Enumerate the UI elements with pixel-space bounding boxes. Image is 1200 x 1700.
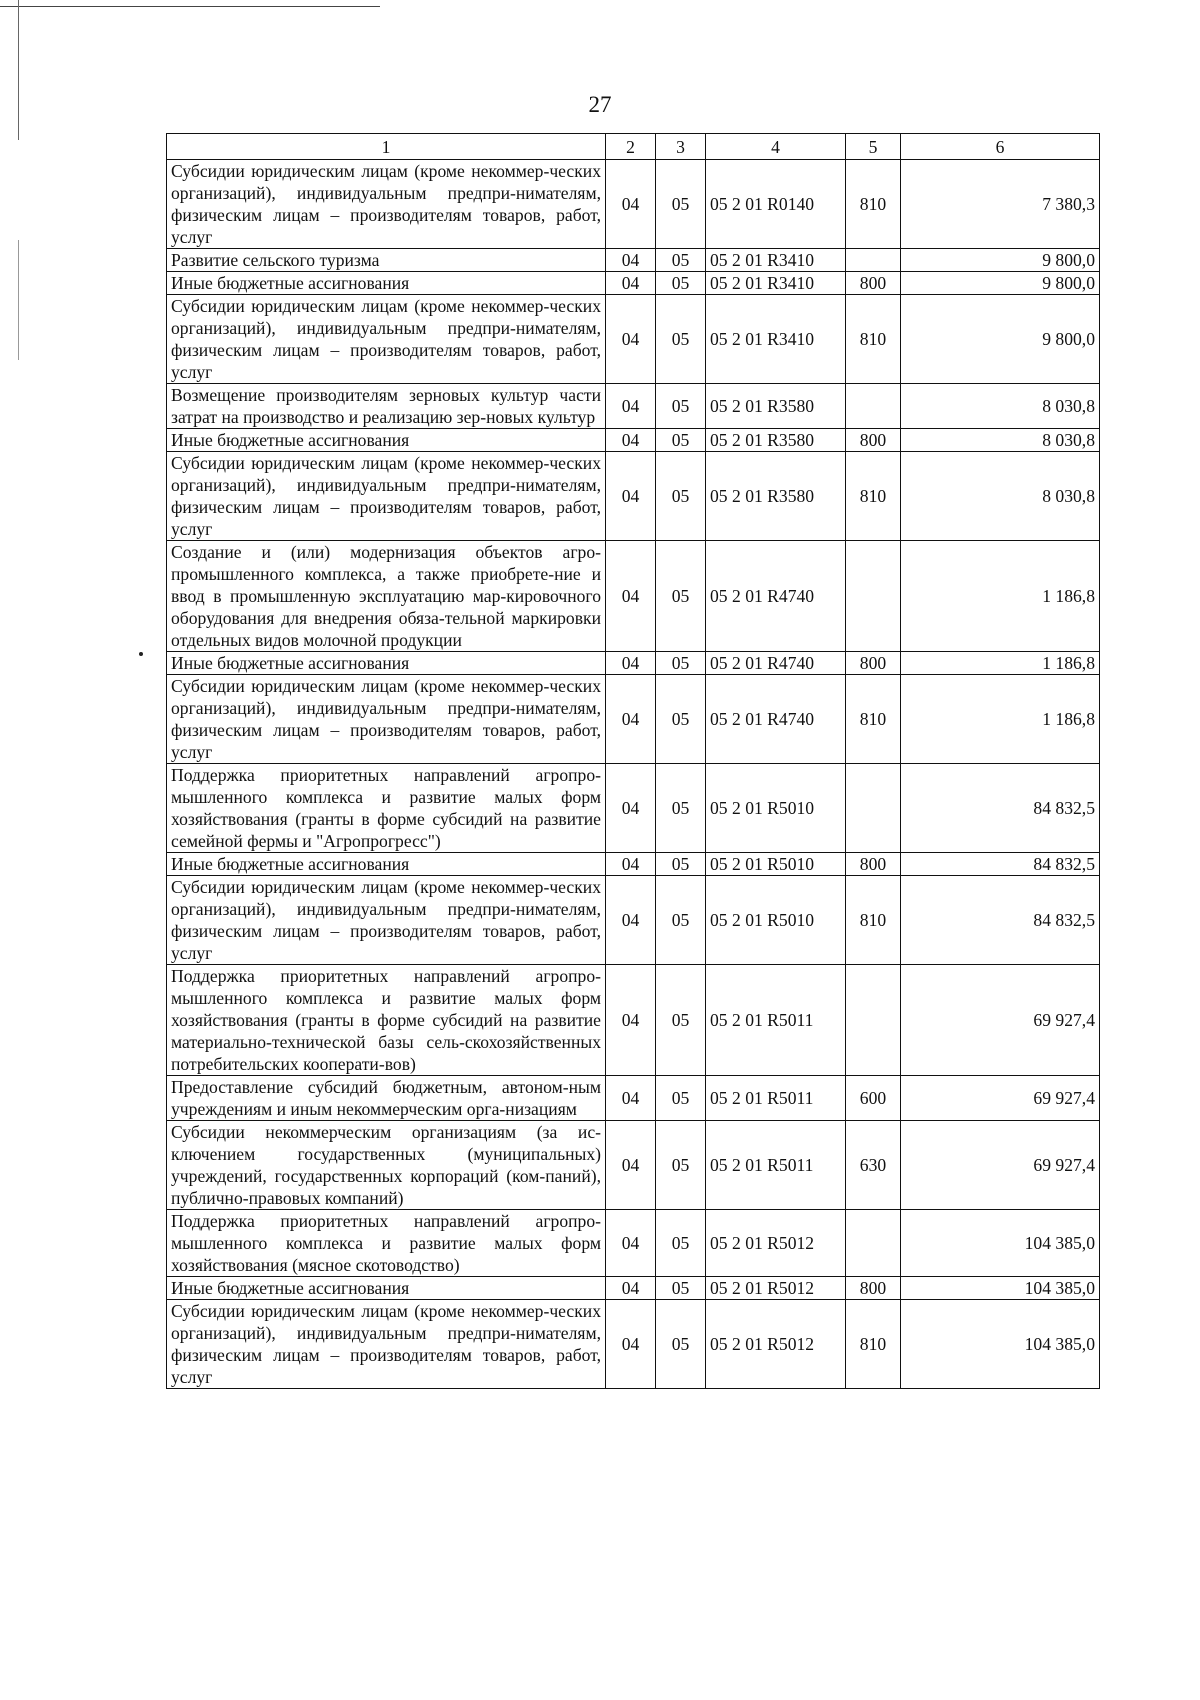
subsection-cell: 05 <box>656 1210 706 1277</box>
expense-type-cell <box>846 965 901 1076</box>
section-cell: 04 <box>606 1277 656 1300</box>
section-cell: 04 <box>606 160 656 249</box>
row-name-cell: Субсидии юридическим лицам (кроме некоммер-ческих организаций), индивидуальным предпри-нимателям, физическим лицам – производителям товаров, работ, услуг <box>167 295 606 384</box>
subsection-cell: 05 <box>656 1277 706 1300</box>
table-row <box>167 675 1100 764</box>
row-name-cell: Создание и (или) модернизация объектов агро-промышленного комплекса, а также приобрете-ние и ввод в промышленную эксплуатацию мар-кировочного оборудования для внедрения обяза-тельной маркировки отдельных видов молочной продукции <box>167 541 606 652</box>
expense-type-cell <box>846 1210 901 1277</box>
scan-edge-top <box>0 6 380 7</box>
expense-type-cell <box>846 764 901 853</box>
target-code-cell: 05 2 01 R4740 <box>706 541 846 652</box>
target-code-cell: 05 2 01 R3410 <box>706 249 846 272</box>
subsection-cell: 05 <box>656 452 706 541</box>
target-code-cell: 05 2 01 R5012 <box>706 1277 846 1300</box>
row-name-cell: Иные бюджетные ассигнования <box>167 272 606 295</box>
subsection-cell: 05 <box>656 1076 706 1121</box>
section-cell: 04 <box>606 1210 656 1277</box>
table-row <box>167 853 1100 876</box>
amount-cell: 104 385,0 <box>901 1277 1100 1300</box>
table-row <box>167 249 1100 272</box>
amount-cell: 1 186,8 <box>901 541 1100 652</box>
amount-cell: 69 927,4 <box>901 965 1100 1076</box>
section-cell: 04 <box>606 652 656 675</box>
expense-type-cell <box>846 541 901 652</box>
row-name-cell: Поддержка приоритетных направлений агропро-мышленного комплекса и развитие малых форм хозяйствования (гранты в форме субсидий на развитие семейной фермы и "Агропрогресс") <box>167 764 606 853</box>
table-row <box>167 384 1100 429</box>
expense-type-cell <box>846 249 901 272</box>
expense-type-cell: 810 <box>846 876 901 965</box>
row-name-cell: Субсидии юридическим лицам (кроме некоммер-ческих организаций), индивидуальным предпри-нимателям, физическим лицам – производителям товаров, работ, услуг <box>167 452 606 541</box>
row-name-cell: Субсидии юридическим лицам (кроме некоммер-ческих организаций), индивидуальным предпри-нимателям, физическим лицам – производителям товаров, работ, услуг <box>167 876 606 965</box>
expense-type-cell: 810 <box>846 675 901 764</box>
target-code-cell: 05 2 01 R3410 <box>706 295 846 384</box>
amount-cell: 104 385,0 <box>901 1300 1100 1389</box>
subsection-cell: 05 <box>656 1121 706 1210</box>
page-number: 27 <box>588 92 612 117</box>
amount-cell: 84 832,5 <box>901 876 1100 965</box>
target-code-cell: 05 2 01 R5010 <box>706 876 846 965</box>
target-code-cell: 05 2 01 R3580 <box>706 452 846 541</box>
section-cell: 04 <box>606 384 656 429</box>
row-name-cell: Предоставление субсидий бюджетным, автоном-ным учреждениям и иным некоммерческим орга-низациям <box>167 1076 606 1121</box>
amount-cell: 9 800,0 <box>901 295 1100 384</box>
amount-cell: 84 832,5 <box>901 853 1100 876</box>
target-code-cell: 05 2 01 R5012 <box>706 1300 846 1389</box>
table-row <box>167 764 1100 853</box>
section-cell: 04 <box>606 249 656 272</box>
table-row <box>167 1076 1100 1121</box>
section-cell: 04 <box>606 541 656 652</box>
amount-cell: 8 030,8 <box>901 452 1100 541</box>
column-header: 2 <box>606 134 656 160</box>
target-code-cell: 05 2 01 R5010 <box>706 764 846 853</box>
subsection-cell: 05 <box>656 160 706 249</box>
target-code-cell: 05 2 01 R5010 <box>706 853 846 876</box>
table-row <box>167 1277 1100 1300</box>
expense-type-cell: 810 <box>846 295 901 384</box>
row-name-cell: Иные бюджетные ассигнования <box>167 853 606 876</box>
subsection-cell: 05 <box>656 876 706 965</box>
target-code-cell: 05 2 01 R5012 <box>706 1210 846 1277</box>
expense-type-cell: 800 <box>846 652 901 675</box>
subsection-cell: 05 <box>656 965 706 1076</box>
table-row <box>167 429 1100 452</box>
table-row <box>167 652 1100 675</box>
subsection-cell: 05 <box>656 295 706 384</box>
table-row <box>167 1121 1100 1210</box>
amount-cell: 8 030,8 <box>901 429 1100 452</box>
scan-edge-left <box>18 0 19 140</box>
column-header: 4 <box>706 134 846 160</box>
section-cell: 04 <box>606 295 656 384</box>
row-name-cell: Субсидии юридическим лицам (кроме некоммер-ческих организаций), индивидуальным предпри-нимателям, физическим лицам – производителям товаров, работ, услуг <box>167 675 606 764</box>
expense-type-cell: 800 <box>846 853 901 876</box>
section-cell: 04 <box>606 1121 656 1210</box>
expense-type-cell: 810 <box>846 160 901 249</box>
section-cell: 04 <box>606 965 656 1076</box>
target-code-cell: 05 2 01 R4740 <box>706 675 846 764</box>
subsection-cell: 05 <box>656 652 706 675</box>
expense-type-cell: 810 <box>846 452 901 541</box>
table-row <box>167 876 1100 965</box>
table-row <box>167 272 1100 295</box>
table-row <box>167 160 1100 249</box>
scan-speck <box>139 652 143 656</box>
amount-cell: 69 927,4 <box>901 1076 1100 1121</box>
subsection-cell: 05 <box>656 541 706 652</box>
target-code-cell: 05 2 01 R5011 <box>706 1076 846 1121</box>
target-code-cell: 05 2 01 R3580 <box>706 429 846 452</box>
subsection-cell: 05 <box>656 272 706 295</box>
target-code-cell: 05 2 01 R5011 <box>706 965 846 1076</box>
table-row <box>167 295 1100 384</box>
section-cell: 04 <box>606 853 656 876</box>
column-header: 5 <box>846 134 901 160</box>
row-name-cell: Субсидии юридическим лицам (кроме некоммер-ческих организаций), индивидуальным предпри-нимателям, физическим лицам – производителям товаров, работ, услуг <box>167 1300 606 1389</box>
table-row <box>167 541 1100 652</box>
target-code-cell: 05 2 01 R3410 <box>706 272 846 295</box>
expense-type-cell: 800 <box>846 1277 901 1300</box>
amount-cell: 1 186,8 <box>901 652 1100 675</box>
subsection-cell: 05 <box>656 1300 706 1389</box>
section-cell: 04 <box>606 1300 656 1389</box>
amount-cell: 84 832,5 <box>901 764 1100 853</box>
amount-cell: 69 927,4 <box>901 1121 1100 1210</box>
table-row <box>167 452 1100 541</box>
target-code-cell: 05 2 01 R0140 <box>706 160 846 249</box>
row-name-cell: Развитие сельского туризма <box>167 249 606 272</box>
expense-type-cell: 630 <box>846 1121 901 1210</box>
table-body <box>167 160 1100 1389</box>
expense-type-cell: 800 <box>846 429 901 452</box>
row-name-cell: Возмещение производителям зерновых культур части затрат на производство и реализацию зер-новых культур <box>167 384 606 429</box>
scan-edge-left-lower <box>18 240 19 360</box>
row-name-cell: Иные бюджетные ассигнования <box>167 429 606 452</box>
section-cell: 04 <box>606 452 656 541</box>
amount-cell: 104 385,0 <box>901 1210 1100 1277</box>
subsection-cell: 05 <box>656 249 706 272</box>
section-cell: 04 <box>606 1076 656 1121</box>
subsection-cell: 05 <box>656 853 706 876</box>
row-name-cell: Субсидии некоммерческим организациям (за ис-ключением государственных (муниципальных) учреждений, государственных корпораций (ком-паний), публично-правовых компаний) <box>167 1121 606 1210</box>
section-cell: 04 <box>606 876 656 965</box>
amount-cell: 9 800,0 <box>901 249 1100 272</box>
table-row <box>167 965 1100 1076</box>
section-cell: 04 <box>606 764 656 853</box>
target-code-cell: 05 2 01 R5011 <box>706 1121 846 1210</box>
column-header: 1 <box>167 134 606 160</box>
target-code-cell: 05 2 01 R4740 <box>706 652 846 675</box>
expense-type-cell <box>846 384 901 429</box>
subsection-cell: 05 <box>656 429 706 452</box>
amount-cell: 1 186,8 <box>901 675 1100 764</box>
column-header: 3 <box>656 134 706 160</box>
table-row <box>167 1300 1100 1389</box>
amount-cell: 8 030,8 <box>901 384 1100 429</box>
section-cell: 04 <box>606 429 656 452</box>
table-row <box>167 1210 1100 1277</box>
row-name-cell: Поддержка приоритетных направлений агропро-мышленного комплекса и развитие малых форм хозяйствования (гранты в форме субсидий на развитие материально-технической базы сель-скохозяйственных потребительских кооперати-вов) <box>167 965 606 1076</box>
row-name-cell: Субсидии юридическим лицам (кроме некоммер-ческих организаций), индивидуальным предпри-нимателям, физическим лицам – производителям товаров, работ, услуг <box>167 160 606 249</box>
target-code-cell: 05 2 01 R3580 <box>706 384 846 429</box>
section-cell: 04 <box>606 675 656 764</box>
column-header: 6 <box>901 134 1100 160</box>
expense-type-cell: 810 <box>846 1300 901 1389</box>
amount-cell: 7 380,3 <box>901 160 1100 249</box>
column-number-row <box>167 134 1100 160</box>
subsection-cell: 05 <box>656 764 706 853</box>
subsection-cell: 05 <box>656 384 706 429</box>
row-name-cell: Иные бюджетные ассигнования <box>167 652 606 675</box>
subsection-cell: 05 <box>656 675 706 764</box>
expense-type-cell: 600 <box>846 1076 901 1121</box>
budget-table <box>166 133 1100 1389</box>
section-cell: 04 <box>606 272 656 295</box>
row-name-cell: Поддержка приоритетных направлений агропро-мышленного комплекса и развитие малых форм хозяйствования (мясное скотоводство) <box>167 1210 606 1277</box>
amount-cell: 9 800,0 <box>901 272 1100 295</box>
expense-type-cell: 800 <box>846 272 901 295</box>
row-name-cell: Иные бюджетные ассигнования <box>167 1277 606 1300</box>
